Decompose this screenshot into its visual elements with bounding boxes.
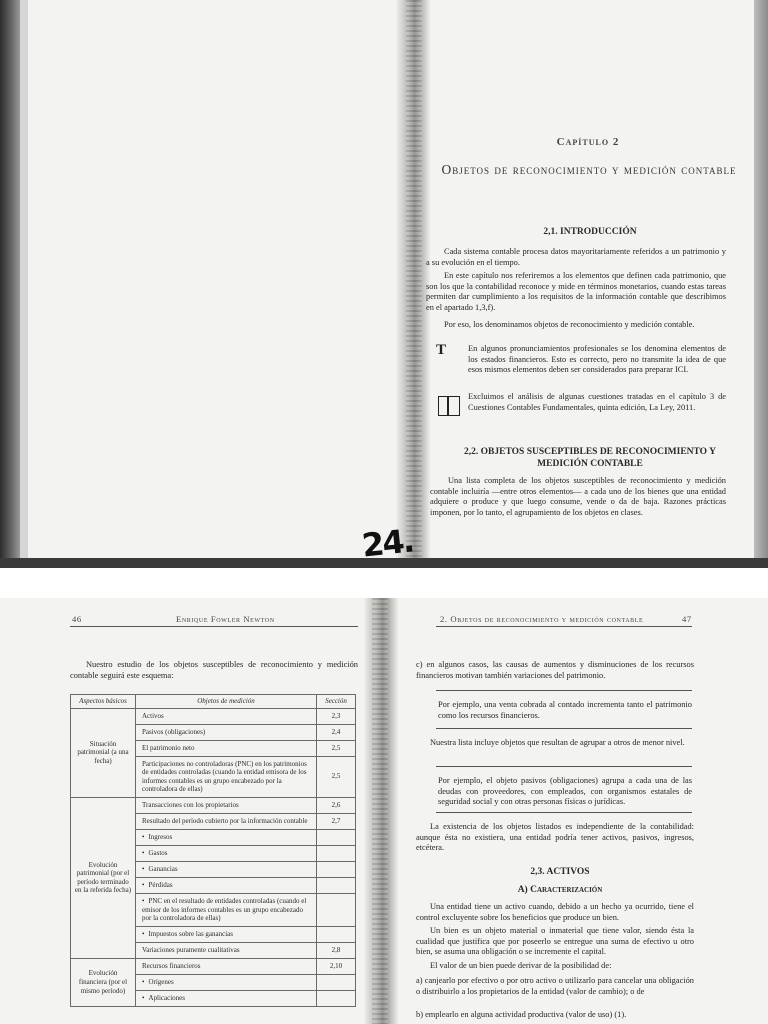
paragraph-objects-list: Una lista completa de los objetos susceptibles de reconocimiento y medición contable incluiría —entre otros elementos— a cada uno de los bienes que una entidad adquiere o produce y que luego consume, vende o da de baja. Razones prácticas imponen, por lo tanto, el agrupamiento de los objetos en clases. bbox=[430, 476, 726, 517]
section-cell bbox=[317, 974, 356, 990]
subheading-characterization: A) Caracterización bbox=[517, 885, 603, 895]
header-rule-right bbox=[436, 626, 692, 627]
book-icon bbox=[438, 396, 460, 416]
example-box-2-text: Por ejemplo, el objeto pasivos (obligaciones) agrupa a cada una de las deudas con proveedores, con empleados, con organismos estatales de seguridad social y con otras personas físicas o jurídicas. bbox=[438, 776, 692, 807]
section-cell: 2,4 bbox=[317, 724, 356, 740]
section-cell bbox=[317, 926, 356, 942]
section-heading-assets: 2,3. ACTIVOS bbox=[530, 867, 590, 877]
object-cell-bulleted bbox=[136, 861, 317, 877]
object-label: • Impuestos sobre las ganancias bbox=[139, 929, 313, 940]
left-page-edge bbox=[0, 0, 20, 568]
header-rule-left bbox=[70, 626, 358, 627]
object-label: Activos bbox=[142, 711, 164, 720]
example-box-2-top-rule bbox=[436, 766, 692, 767]
paragraph-grouping: Nuestra lista incluye objetos que resultan de agrupar a otros de menor nivel. bbox=[430, 738, 685, 747]
list-item-a: a) canjearlo por efectivo o por otro activo o utilizarlo para cancelar una obligación o distribuirlo a los propietarios de la entidad (valor de cambio); o de bbox=[416, 976, 694, 996]
object-cell bbox=[136, 708, 317, 724]
object-cell bbox=[136, 958, 317, 974]
page-number-left: 46 bbox=[72, 614, 82, 624]
table-row bbox=[71, 708, 356, 724]
gutter-texture bbox=[406, 0, 422, 568]
object-label: Resultado del período cubierto por la información contable bbox=[142, 816, 308, 825]
right-page-edge bbox=[754, 0, 768, 568]
list-item-c: c) en algunos casos, las causas de aumentos y disminuciones de los recursos financieros motivan también variaciones del patrimonio. bbox=[416, 660, 694, 680]
section-heading-objects: 2,2. OBJETOS SUSCEPTIBLES DE RECONOCIMIENTO Y MEDICIÓN CONTABLE bbox=[464, 447, 716, 469]
section-cell bbox=[317, 845, 356, 861]
column-header-objects: Objetos de medición bbox=[136, 695, 317, 709]
section-cell: 2,5 bbox=[317, 756, 356, 797]
table-row bbox=[71, 797, 356, 813]
object-cell bbox=[136, 756, 317, 797]
object-label: Transacciones con los propietarios bbox=[142, 800, 239, 809]
running-head-chapter: 2. Objetos de reconocimiento y medición contable bbox=[440, 614, 644, 624]
object-cell bbox=[136, 724, 317, 740]
table-header-row bbox=[71, 695, 356, 709]
section-cell bbox=[317, 990, 356, 1006]
object-label: • Orígenes bbox=[139, 977, 313, 988]
gutter-texture-bottom bbox=[372, 598, 388, 1024]
table-row bbox=[71, 958, 356, 974]
table-body bbox=[71, 708, 356, 1006]
note-terminology: En algunos pronunciamientos profesionales se los denomina elementos de los estados financieros. Esto es correcto, pero no transmite la idea de que esos mismos elementos deben ser considerados para preparar ICI. bbox=[468, 344, 726, 375]
object-label: • PNC en el resultado de entidades controladas (cuando el emisor de los informes contables es un grupo encabezado por la controladora de ellas) bbox=[139, 896, 313, 924]
section-cell bbox=[317, 893, 356, 926]
running-head-author: Enrique Fowler Newton bbox=[176, 614, 275, 624]
object-cell bbox=[136, 813, 317, 829]
paragraph-intro-3: Por eso, los denominamos objetos de reconocimiento y medición contable. bbox=[444, 320, 695, 329]
object-cell bbox=[136, 740, 317, 756]
object-label: Participaciones no controladoras (PNC) en los patrimonios de entidades controladas (cuando la entidad emisora de los informes contables es un grupo encabezado por la controladora de ellas) bbox=[142, 759, 307, 794]
paragraph-asset-definition: Una entidad tiene un activo cuando, debido a un hecho ya ocurrido, tiene el control excluyente sobre los beneficios que produce un bien. bbox=[416, 902, 694, 922]
aspect-cell: Evolución patrimonial (por el período terminado en la referida fecha) bbox=[71, 797, 136, 958]
section-cell: 2,10 bbox=[317, 958, 356, 974]
section-cell bbox=[317, 829, 356, 845]
paragraph-value-origin: El valor de un bien puede derivar de la posibilidad de: bbox=[430, 961, 612, 970]
paragraph-intro-1: Cada sistema contable procesa datos mayoritariamente referidos a un patrimonio y a su evolución en el tiempo. bbox=[426, 247, 726, 267]
object-cell-bulleted bbox=[136, 974, 317, 990]
example-box-1-bottom-rule bbox=[436, 728, 692, 729]
handwritten-number: 24. bbox=[360, 521, 415, 565]
example-box-1-text: Por ejemplo, una venta cobrada al contado incrementa tanto el patrimonio como los recursos financieros. bbox=[438, 700, 692, 720]
object-cell-bulleted bbox=[136, 926, 317, 942]
paragraph-intro-2: En este capítulo nos referiremos a los elementos que definen cada patrimonio, que son los que la contabilidad reconoce y mide en términos monetarios, cuando estas tareas permiten dar cumplimiento a los requisitos de la información contable que describimos en el apartado 1,3,f). bbox=[426, 271, 726, 312]
object-label: Variaciones puramente cualitativas bbox=[142, 945, 240, 954]
t-note-icon: T bbox=[436, 342, 447, 358]
chapter-label: Capítulo 2 bbox=[556, 136, 620, 148]
column-header-aspects: Aspectos básicos bbox=[71, 695, 136, 709]
object-label: • Ingresos bbox=[139, 832, 313, 843]
note-excluded-topics: Excluimos el análisis de algunas cuestiones tratadas en el capítulo 3 de Cuestiones Contables Fundamentales, quinta edición, La Ley, 2011. bbox=[468, 392, 726, 412]
section-cell: 2,5 bbox=[317, 740, 356, 756]
object-cell-bulleted bbox=[136, 893, 317, 926]
example-box-2-bottom-rule bbox=[436, 812, 692, 813]
column-header-section: Sección bbox=[317, 695, 356, 709]
left-page-edge-light bbox=[20, 0, 28, 568]
aspect-cell: Situación patrimonial (a una fecha) bbox=[71, 708, 136, 797]
measurement-objects-table bbox=[70, 694, 356, 1007]
object-cell-bulleted bbox=[136, 990, 317, 1006]
section-heading-introduction: 2,1. INTRODUCCIÓN bbox=[543, 227, 637, 237]
chapter-title: Objetos de reconocimiento y medición contable bbox=[441, 162, 737, 177]
paragraph-scheme-intro: Nuestro estudio de los objetos susceptibles de reconocimiento y medición contable seguirá este esquema: bbox=[70, 660, 358, 680]
object-label: • Gastos bbox=[139, 848, 313, 859]
aspect-cell: Evolución financiera (por el mismo período) bbox=[71, 958, 136, 1006]
object-cell-bulleted bbox=[136, 829, 317, 845]
object-cell-bulleted bbox=[136, 877, 317, 893]
section-cell: 2,6 bbox=[317, 797, 356, 813]
section-cell: 2,7 bbox=[317, 813, 356, 829]
page-number-right: 47 bbox=[682, 614, 692, 624]
example-box-1-top-rule bbox=[436, 690, 692, 691]
section-cell bbox=[317, 877, 356, 893]
object-label: • Aplicaciones bbox=[139, 993, 313, 1004]
spread-separator bbox=[0, 568, 768, 598]
object-label: Recursos financieros bbox=[142, 961, 201, 970]
object-cell bbox=[136, 797, 317, 813]
section-cell: 2,8 bbox=[317, 942, 356, 958]
section-cell bbox=[317, 861, 356, 877]
paragraph-good-definition: Un bien es un objeto material o inmaterial que tiene valor, siendo ésta la cualidad que justifica que por poseerlo se entregue una suma de efectivo u otro bien, se asuma una obligación o se incremente el capital. bbox=[416, 926, 694, 957]
object-label: El patrimonio neto bbox=[142, 743, 195, 752]
object-label: Pasivos (obligaciones) bbox=[142, 727, 206, 736]
object-cell bbox=[136, 942, 317, 958]
object-label: • Ganancias bbox=[139, 864, 313, 875]
object-cell-bulleted bbox=[136, 845, 317, 861]
section-cell: 2,3 bbox=[317, 708, 356, 724]
object-label: • Pérdidas bbox=[139, 880, 313, 891]
list-item-b: b) emplearlo en alguna actividad productiva (valor de uso) (1). bbox=[416, 1010, 627, 1019]
paragraph-independence: La existencia de los objetos listados es independiente de la contabilidad: aunque ésta no existiera, una entidad podría tener activos, pasivos, ingresos, etcétera. bbox=[416, 822, 694, 853]
